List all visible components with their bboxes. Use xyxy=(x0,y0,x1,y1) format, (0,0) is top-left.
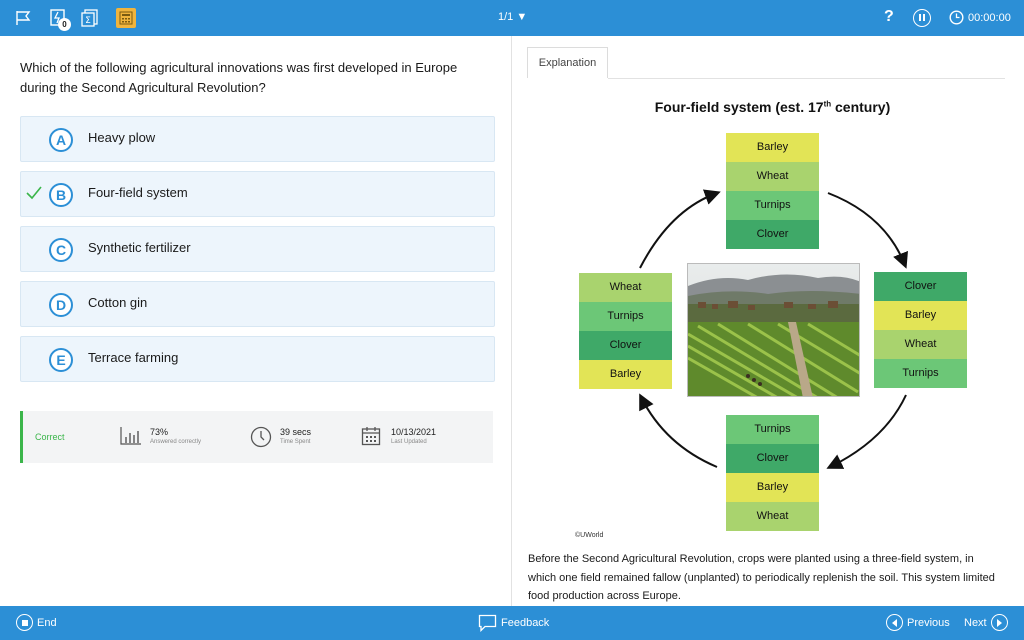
date-label: Last Updated xyxy=(391,439,427,445)
next-label: Next xyxy=(964,616,987,629)
field-crop: Clover xyxy=(726,220,819,249)
choice-text: Heavy plow xyxy=(88,130,156,145)
svg-text:Σ: Σ xyxy=(85,16,91,26)
previous-label: Previous xyxy=(907,616,950,629)
field-crop: Wheat xyxy=(726,502,819,531)
field-crop: Barley xyxy=(726,473,819,502)
checkmark-icon xyxy=(26,186,42,200)
help-button[interactable]: ? xyxy=(884,8,894,25)
field-crop: Barley xyxy=(726,133,819,162)
pause-button[interactable] xyxy=(913,9,931,27)
timer xyxy=(949,10,1011,25)
field-right xyxy=(874,272,967,388)
top-toolbar xyxy=(0,0,1024,36)
answer-stats-panel xyxy=(20,411,493,463)
end-button[interactable] xyxy=(16,614,57,631)
figure-title-sup: th xyxy=(823,99,832,109)
answer-choice-a[interactable] xyxy=(20,116,495,162)
percent-value: 73% xyxy=(150,427,169,437)
figure-title-prefix: Four-field system (est. 17 xyxy=(654,99,824,115)
stop-icon xyxy=(16,614,33,631)
feedback-label: Feedback xyxy=(501,617,550,629)
farmland-painting xyxy=(687,263,860,397)
choice-letter: C xyxy=(49,238,73,262)
field-crop: Clover xyxy=(874,272,967,301)
explanation-text: Before the Second Agricultural Revolution, crops were planted using a three-field system, in which one field remained fallow (unplanted) to periodically replenish the soil. This system limited food production across Europe. xyxy=(528,553,995,602)
tab-underline xyxy=(608,78,1005,79)
choice-letter: A xyxy=(49,128,73,152)
field-top xyxy=(726,133,819,249)
copyright-text: ©UWorld xyxy=(575,532,604,539)
choice-text: Terrace farming xyxy=(88,350,179,365)
formula-icon[interactable] xyxy=(80,8,100,28)
chevron-down-icon: ▼ xyxy=(516,11,528,23)
choice-text: Synthetic fertilizer xyxy=(88,240,191,255)
timer-value: 00:00:00 xyxy=(968,11,1011,24)
field-crop: Turnips xyxy=(579,302,672,331)
end-label: End xyxy=(37,616,57,629)
calendar-icon xyxy=(361,426,381,446)
notes-count-badge: 0 xyxy=(58,18,71,31)
previous-button[interactable] xyxy=(886,614,950,631)
calculator-icon[interactable] xyxy=(116,8,136,28)
choice-letter: D xyxy=(49,293,73,317)
flag-icon[interactable] xyxy=(14,8,34,28)
clock-icon xyxy=(949,10,964,25)
field-crop: Turnips xyxy=(874,359,967,388)
answer-choice-c[interactable] xyxy=(20,226,495,272)
choice-letter: E xyxy=(49,348,73,372)
percent-stat xyxy=(120,426,202,451)
time-label: Time Spent xyxy=(280,439,311,445)
date-stat xyxy=(361,426,437,451)
answer-choice-e[interactable] xyxy=(20,336,495,382)
field-crop: Barley xyxy=(579,360,672,389)
question-text: Which of the following agricultural innovations was first developed in Europe during the Second Agricultural Revolution? xyxy=(20,60,458,95)
field-bottom xyxy=(726,415,819,531)
result-label: Correct xyxy=(35,432,65,442)
feedback-button[interactable] xyxy=(478,614,549,632)
field-crop: Clover xyxy=(579,331,672,360)
percent-label: Answered correctly xyxy=(150,439,202,445)
field-crop: Barley xyxy=(874,301,967,330)
field-crop: Wheat xyxy=(726,162,819,191)
next-button[interactable] xyxy=(964,614,1008,631)
time-stat xyxy=(250,426,312,453)
bottom-toolbar xyxy=(0,606,1024,640)
question-counter-label: 1/1 xyxy=(498,11,514,23)
choice-letter: B xyxy=(49,183,73,207)
time-value: 39 secs xyxy=(280,427,312,437)
field-crop: Wheat xyxy=(874,330,967,359)
choice-text: Cotton gin xyxy=(88,295,148,310)
question-counter[interactable] xyxy=(498,11,527,23)
field-crop: Turnips xyxy=(726,191,819,220)
field-crop: Turnips xyxy=(726,415,819,444)
date-value: 10/13/2021 xyxy=(391,427,437,437)
field-crop: Clover xyxy=(726,444,819,473)
speech-bubble-icon xyxy=(478,614,497,632)
field-crop: Wheat xyxy=(579,273,672,302)
bar-chart-icon xyxy=(120,426,142,446)
panel-divider xyxy=(511,36,512,606)
field-left xyxy=(579,273,672,389)
tab-explanation[interactable]: Explanation xyxy=(527,47,608,78)
figure-title xyxy=(600,99,945,115)
figure-title-suffix: century) xyxy=(831,99,891,115)
lab-values-icon[interactable] xyxy=(48,8,68,28)
chevron-right-icon xyxy=(991,614,1008,631)
answer-choice-b[interactable] xyxy=(20,171,495,217)
chevron-left-icon xyxy=(886,614,903,631)
answer-choice-d[interactable] xyxy=(20,281,495,327)
clock-icon xyxy=(250,426,272,448)
choice-text: Four-field system xyxy=(88,185,188,200)
